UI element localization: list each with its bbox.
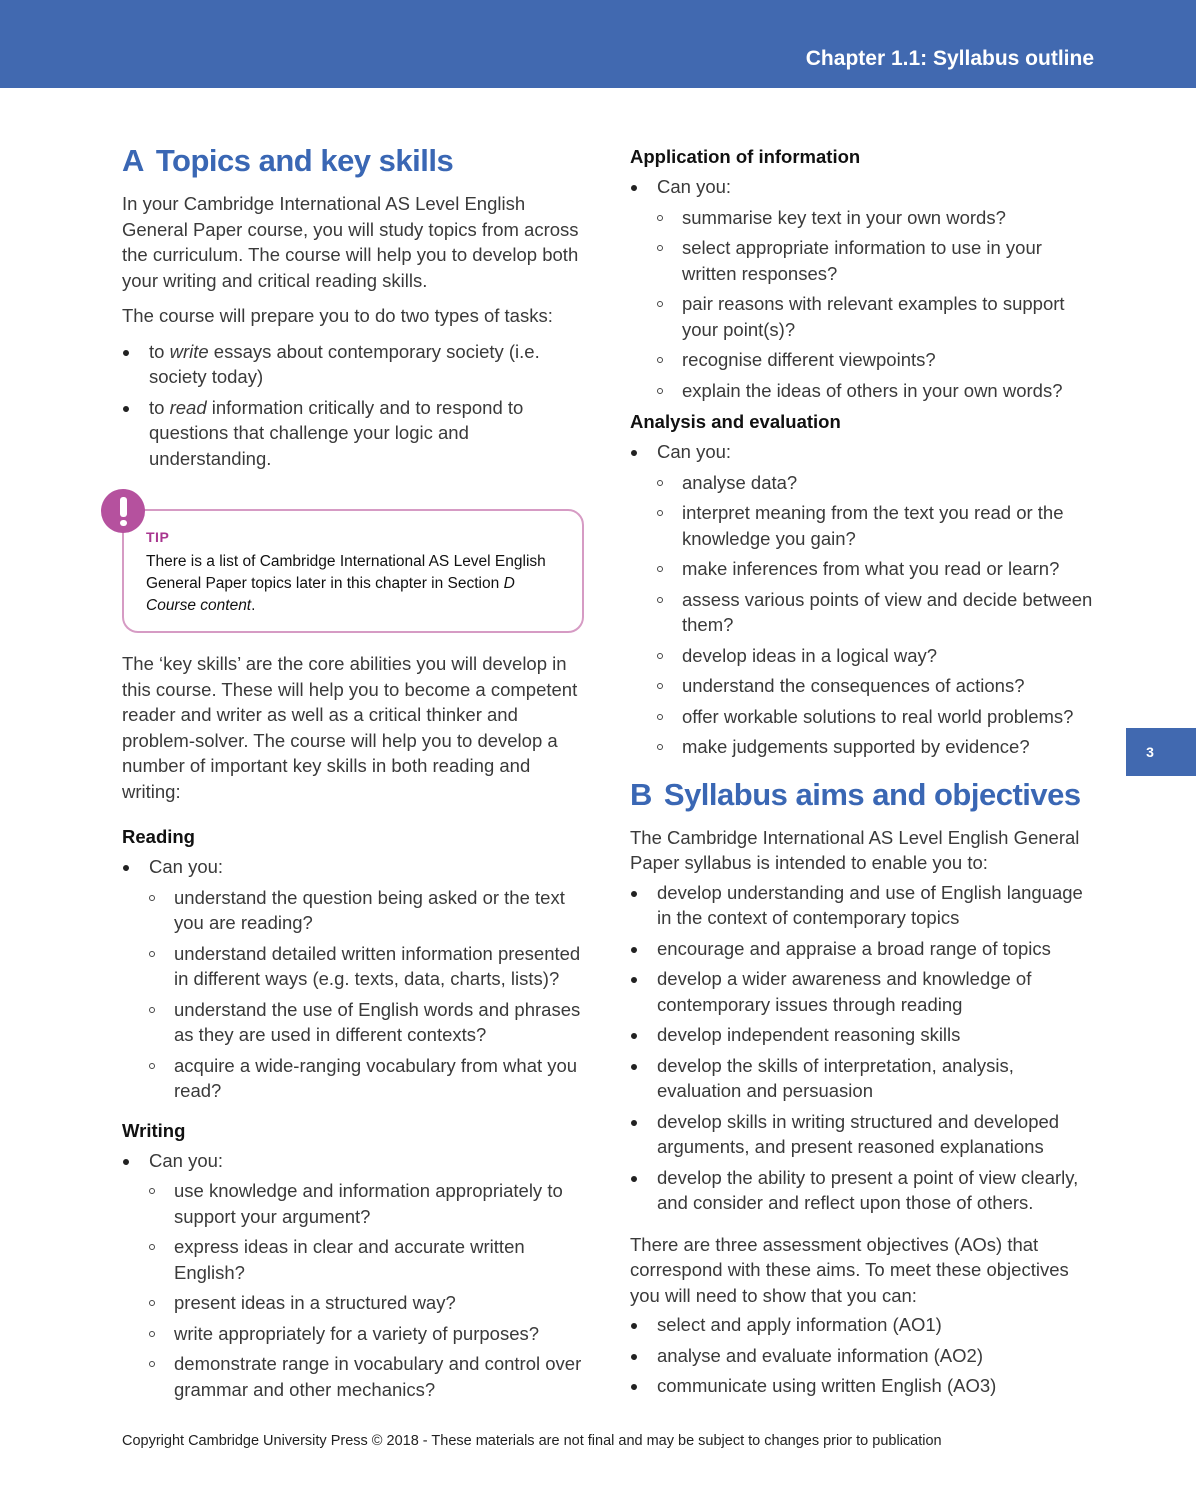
exclamation-icon [101,489,145,533]
reading-heading: Reading [122,826,195,847]
copyright-footer: Copyright Cambridge University Press © 2018 - These materials are not final and may be subject to changes prior to publication [122,1433,942,1449]
chapter-title: Chapter 1.1: Syllabus outline [805,47,1094,70]
list-item: communicate using written English (AO3) [630,1373,1100,1399]
writing-list [122,1148,588,1403]
aims-list [630,880,1100,1216]
ring-bullet-icon [149,1244,155,1250]
ring-bullet-icon [657,480,663,486]
application-list [630,174,1100,403]
list-item: present ideas in a structured way? [149,1290,588,1316]
bullet-icon [123,865,129,871]
list-item: assess various points of view and decide between them? [657,587,1100,638]
list-item: select and apply information (AO1) [630,1312,1100,1338]
ring-bullet-icon [149,1188,155,1194]
application-sublist [657,205,1100,404]
page-number-tab: 3 [1126,728,1196,776]
bullet-icon [123,1159,129,1165]
list-item: Can you: understand the question being asked or the text you are reading? understand detailed written information presented in different ways (e.g. texts, data, charts, lists)? understand the use of English words and phrases as they are used in different contexts? acquire a wide-ranging vocabulary from what you read? [122,854,588,1104]
analysis-sublist [657,470,1100,760]
ring-bullet-icon [149,951,155,957]
ring-bullet-icon [657,683,663,689]
left-column [122,140,588,1408]
ring-bullet-icon [149,1300,155,1306]
list-item: Can you: summarise key text in your own words? select appropriate information to use in your written responses? pair reasons with relevant examples to support your point(s)? recognise different viewpoints? explain the ideas of others in your own words? [630,174,1100,403]
tip-text: There is a list of Cambridge International AS Level English General Paper topics later in this chapter in Section D Course content. [146,553,546,614]
list-item: Can you: use knowledge and information appropriately to support your argument? express ideas in clear and accurate written English? present ideas in a structured way? write appropriately for a variety of purposes? demonstrate range in vocabulary and control over grammar and other mechanics? [122,1148,588,1403]
list-item: use knowledge and information appropriately to support your argument? [149,1178,588,1229]
bullet-icon [631,947,637,953]
application-heading: Application of information [630,146,861,167]
bullet-icon [631,1354,637,1360]
objectives-intro: There are three assessment objectives (AOs) that correspond with these aims. To meet these objectives you will need to show that you can: [630,1233,1069,1306]
list-item: pair reasons with relevant examples to support your point(s)? [657,291,1100,342]
list-item: analyse data? [657,470,1100,496]
ring-bullet-icon [657,388,663,394]
list-item: encourage and appraise a broad range of topics [630,936,1100,962]
list-item: write appropriately for a variety of purposes? [149,1321,588,1347]
bullet-icon [123,350,129,356]
list-item: summarise key text in your own words? [657,205,1100,231]
list-item: develop the ability to present a point of view clearly, and consider and reflect upon those of others. [630,1165,1100,1216]
list-item: make inferences from what you read or learn? [657,556,1100,582]
bullet-icon [123,406,129,412]
ring-bullet-icon [657,510,663,516]
bullet-icon [631,450,637,456]
ring-bullet-icon [149,1361,155,1367]
analysis-list [630,439,1100,760]
list-item: understand the consequences of actions? [657,673,1100,699]
bullet-icon [631,977,637,983]
tip-box [122,509,584,633]
task-item: to read information critically and to respond to questions that challenge your logic and understanding. [122,395,588,472]
list-item: demonstrate range in vocabulary and control over grammar and other mechanics? [149,1351,588,1402]
bullet-icon [631,1120,637,1126]
ring-bullet-icon [657,215,663,221]
ring-bullet-icon [657,714,663,720]
list-item: develop ideas in a logical way? [657,643,1100,669]
ring-bullet-icon [149,1007,155,1013]
list-item: recognise different viewpoints? [657,347,1100,373]
ring-bullet-icon [149,1063,155,1069]
bullet-icon [631,891,637,897]
task-item: to write essays about contemporary society (i.e. society today) [122,339,588,390]
ring-bullet-icon [657,597,663,603]
list-item: understand the use of English words and phrases as they are used in different contexts? [149,997,588,1048]
list-item: explain the ideas of others in your own words? [657,378,1100,404]
list-item: understand the question being asked or the text you are reading? [149,885,588,936]
ring-bullet-icon [149,895,155,901]
key-skills-paragraph: The ‘key skills’ are the core abilities you will develop in this course. These will help you to become a competent reader and writer as well as a critical thinker and problem-solver. The course will help you to develop a number of important key skills in both reading and writing: [122,653,578,802]
section-b-heading [630,774,1100,816]
ring-bullet-icon [657,357,663,363]
analysis-heading: Analysis and evaluation [630,411,841,432]
list-item: Can you: analyse data? interpret meaning from the text you read or the knowledge you gain? make inferences from what you read or learn? assess various points of view and decide between them? develop ideas in a logical way? understand the consequences of actions? offer workable solutions to real world problems? make judgements supported by evidence? [630,439,1100,760]
list-item: acquire a wide-ranging vocabulary from what you read? [149,1053,588,1104]
bullet-icon [631,185,637,191]
section-a-title: Topics and key skills [155,143,454,178]
section-b-intro: The Cambridge International AS Level English General Paper syllabus is intended to enable you to: [630,826,1080,873]
ring-bullet-icon [657,566,663,572]
ring-bullet-icon [657,301,663,307]
tip-label: TIP [146,529,170,545]
tasks-list [122,339,588,472]
reading-sublist [149,885,588,1104]
bullet-icon [631,1384,637,1390]
ring-bullet-icon [657,744,663,750]
list-item: make judgements supported by evidence? [657,734,1100,760]
writing-sublist [149,1178,588,1402]
list-item: develop a wider awareness and knowledge of contemporary issues through reading [630,966,1100,1017]
bullet-icon [631,1176,637,1182]
bullet-icon [631,1323,637,1329]
list-item: analyse and evaluate information (AO2) [630,1343,1100,1369]
ring-bullet-icon [657,245,663,251]
right-column [630,144,1100,1405]
list-item: develop independent reasoning skills [630,1022,1100,1048]
section-a-heading [122,140,588,182]
list-item: express ideas in clear and accurate written English? [149,1234,588,1285]
tasks-intro: The course will prepare you to do two types of tasks: [122,305,553,326]
chapter-header [0,0,1196,88]
section-b-letter: B [630,776,652,812]
list-item: offer workable solutions to real world problems? [657,704,1100,730]
list-item: develop understanding and use of English language in the context of contemporary topics [630,880,1100,931]
ring-bullet-icon [657,653,663,659]
ring-bullet-icon [149,1331,155,1337]
bullet-icon [631,1033,637,1039]
objectives-list [630,1312,1100,1399]
reading-list [122,854,588,1104]
list-item: select appropriate information to use in your written responses? [657,235,1100,286]
list-item: develop the skills of interpretation, analysis, evaluation and persuasion [630,1053,1100,1104]
list-item: interpret meaning from the text you read or the knowledge you gain? [657,500,1100,551]
list-item: understand detailed written information presented in different ways (e.g. texts, data, charts, lists)? [149,941,588,992]
section-b-title: Syllabus aims and objectives [663,776,1081,812]
section-a-intro: In your Cambridge International AS Level English General Paper course, you will study topics from across the curriculum. The course will help you to develop both your writing and critical reading skills. [122,193,579,291]
bullet-icon [631,1064,637,1070]
section-a-letter: A [122,143,144,178]
list-item: develop skills in writing structured and developed arguments, and present reasoned explanations [630,1109,1100,1160]
writing-heading: Writing [122,1119,186,1141]
